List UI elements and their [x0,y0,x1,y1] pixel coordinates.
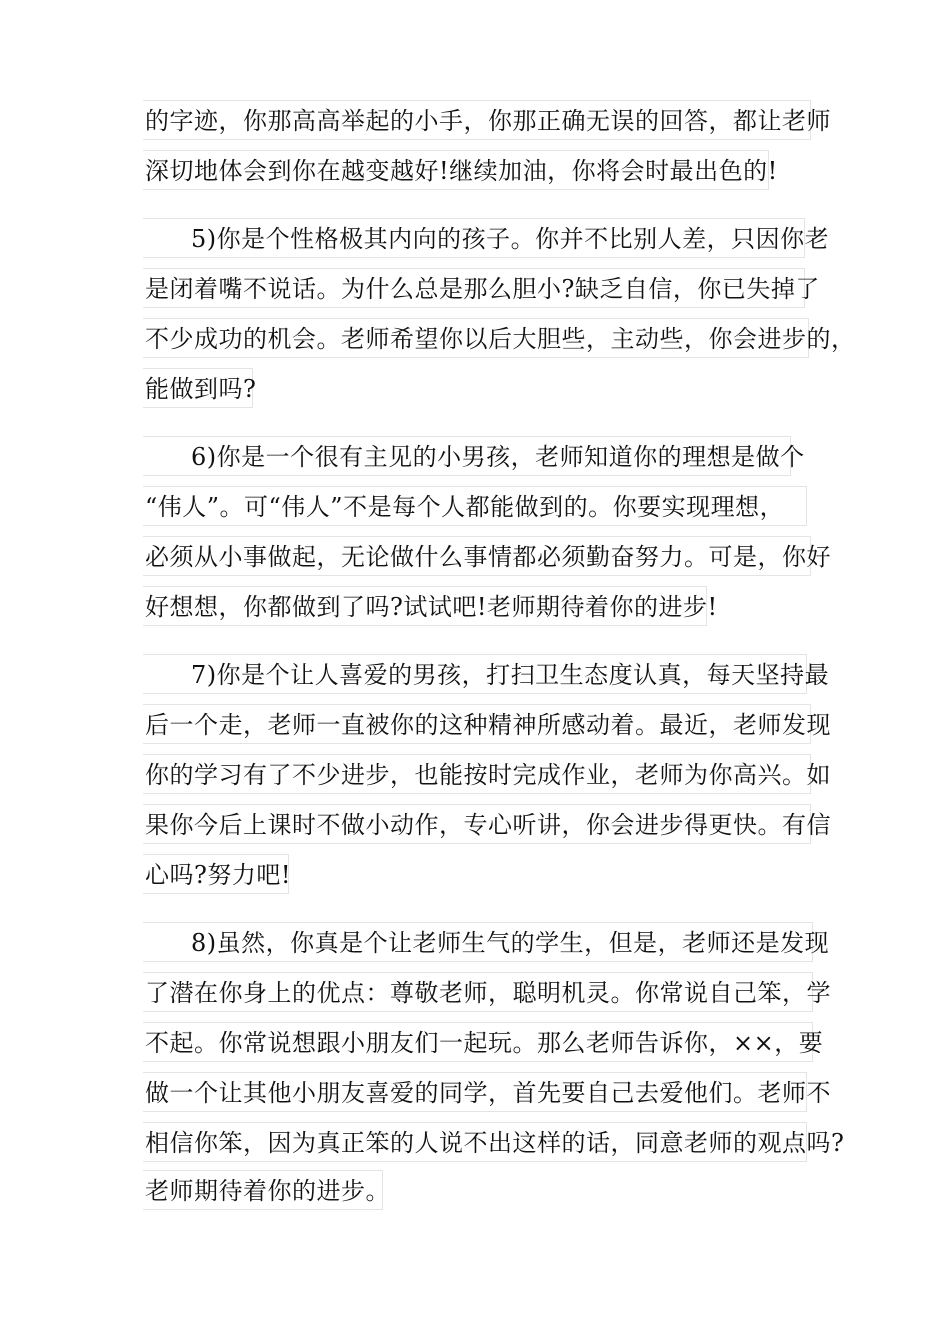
text-line: 你的学习有了不少进步，也能按时完成作业，老师为你高兴。如 [143,754,811,794]
paragraph-6-first-line: 6)你是一个很有主见的小男孩，老师知道你的理想是做个 [143,436,791,476]
text-line: 能做到吗? [143,368,253,408]
text-line: 必须从小事做起，无论做什么事情都必须勤奋努力。可是，你好 [143,536,811,576]
text-line: 相信你笨，因为真正笨的人说不出这样的话，同意老师的观点吗? [143,1122,807,1162]
text-line: 好想想，你都做到了吗?试试吧!老师期待着你的进步! [143,586,707,626]
text-line: 不少成功的机会。老师希望你以后大胆些，主动些，你会进步的， [143,318,809,358]
text-line: 是闭着嘴不说话。为什么总是那么胆小?缺乏自信，你已失掉了 [143,268,805,308]
text-line: 后一个走，老师一直被你的这种精神所感动着。最近，老师发现 [143,704,811,744]
text-line: 果你今后上课时不做小动作，专心听讲，你会进步得更快。有信 [143,804,811,844]
text-line: 了潜在你身上的优点：尊敬老师，聪明机灵。你常说自己笨，学 [143,972,813,1012]
text-line: “伟人”。可“伟人”不是每个人都能做到的。你要实现理想， [143,486,807,526]
paragraph-7-first-line: 7)你是个让人喜爱的男孩，打扫卫生态度认真，每天坚持最 [143,654,807,694]
text-line: 心吗?努力吧! [143,854,289,894]
text-line: 不起。你常说想跟小朋友们一起玩。那么老师告诉你，××，要 [143,1022,813,1062]
paragraph-5-first-line: 5)你是个性格极其内向的孩子。你并不比别人差，只因你老 [143,218,805,258]
text-line: 深切地体会到你在越变越好!继续加油，你将会时最出色的! [143,150,769,190]
text-line: 做一个让其他小朋友喜爱的同学，首先要自己去爱他们。老师不 [143,1072,807,1112]
text-line: 老师期待着你的进步。 [143,1170,383,1210]
paragraph-8-first-line: 8)虽然，你真是个让老师生气的学生，但是，老师还是发现 [143,922,813,962]
text-line: 的字迹，你那高高举起的小手，你那正确无误的回答，都让老师 [143,100,811,140]
